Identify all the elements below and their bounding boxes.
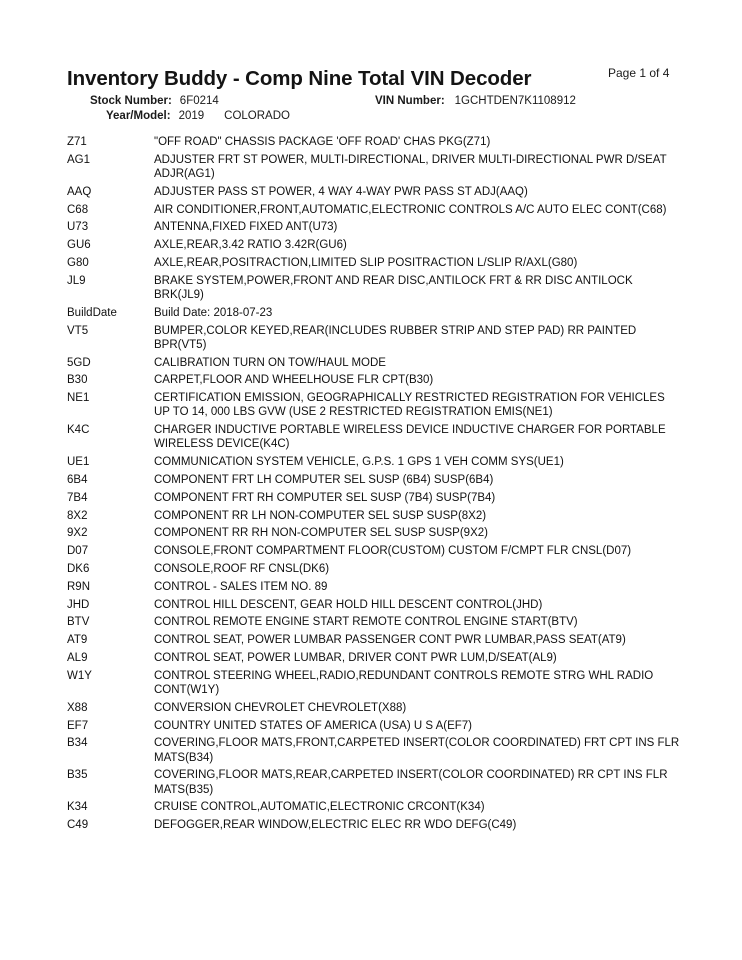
option-description: COVERING,FLOOR MATS,FRONT,CARPETED INSERT(COLOR COORDINATED) FRT CPT INS FLR MATS(B34) [154,737,680,764]
option-code: UE1 [67,456,90,469]
option-code: X88 [67,701,88,714]
option-description: COMPONENT RR RH NON-COMPUTER SEL SUSP SUSP(9X2) [154,527,488,540]
option-description: CONTROL STEERING WHEEL,RADIO,REDUNDANT CONTROLS REMOTE STRG WHL RADIO CONT(W1Y) [154,669,654,696]
option-row [0,373,742,391]
option-row [0,423,742,455]
option-description: CONTROL SEAT, POWER LUMBAR PASSENGER CONT PWR LUMBAR,PASS SEAT(AT9) [154,634,626,647]
vin-number-label: VIN Number: [375,95,445,107]
option-description: DEFOGGER,REAR WINDOW,ELECTRIC ELEC RR WDO DEFG(C49) [154,819,517,832]
option-description: CONVERSION CHEVROLET CHEVROLET(X88) [154,701,407,714]
option-description: CONTROL HILL DESCENT, GEAR HOLD HILL DESCENT CONTROL(JHD) [154,598,543,611]
option-row [0,238,742,256]
option-row [0,526,742,544]
option-description: COMPONENT FRT RH COMPUTER SEL SUSP (7B4) SUSP(7B4) [154,491,496,504]
option-description: COVERING,FLOOR MATS,REAR,CARPETED INSERT(COLOR COORDINATED) RR CPT INS FLR MATS(B35) [154,769,668,796]
option-description: ADJUSTER FRT ST POWER, MULTI-DIRECTIONAL, DRIVER MULTI-DIRECTIONAL PWR D/SEAT ADJR(AG1) [154,153,667,180]
option-code: U73 [67,221,89,234]
option-code: EF7 [67,719,89,732]
option-description: CONSOLE,FRONT COMPARTMENT FLOOR(CUSTOM) CUSTOM F/CMPT FLR CNSL(D07) [154,545,632,558]
option-row [0,491,742,509]
option-description: CALIBRATION TURN ON TOW/HAUL MODE [154,356,386,369]
option-code: 6B4 [67,473,88,486]
vin-number-value: 1GCHTDEN7K1108912 [454,95,576,107]
option-row [0,800,742,818]
option-code: 8X2 [67,509,88,522]
option-row [0,669,742,701]
model-value: COLORADO [224,110,290,122]
option-code-list [0,135,742,836]
option-code: W1Y [67,669,92,682]
option-row [0,651,742,669]
option-code: AL9 [67,651,88,664]
option-code: 9X2 [67,527,88,540]
option-code: K4C [67,424,90,437]
year-model-label: Year/Model: [106,110,171,122]
option-row [0,598,742,616]
year-model [106,110,290,122]
option-description: ADJUSTER PASS ST POWER, 4 WAY 4-WAY PWR PASS ST ADJ(AAQ) [154,185,528,198]
vin-number [375,95,576,107]
option-row [0,455,742,473]
option-code: JL9 [67,274,86,287]
stock-number-value: 6F0214 [179,95,219,107]
option-row [0,719,742,737]
option-row [0,580,742,598]
option-row [0,473,742,491]
option-description: CRUISE CONTROL,AUTOMATIC,ELECTRONIC CRCONT(K34) [154,801,485,814]
option-code: BuildDate [67,306,117,319]
option-row [0,135,742,153]
option-code: B30 [67,374,88,387]
option-code: B35 [67,769,88,782]
option-code: C49 [67,819,89,832]
option-description: BRAKE SYSTEM,POWER,FRONT AND REAR DISC,ANTILOCK FRT & RR DISC ANTILOCK BRK(JL9) [154,274,633,301]
option-code: BTV [67,616,90,629]
option-description: COMPONENT RR LH NON-COMPUTER SEL SUSP SUSP(8X2) [154,509,487,522]
option-row [0,391,742,423]
option-code: GU6 [67,239,91,252]
option-description: CERTIFICATION EMISSION, GEOGRAPHICALLY RESTRICTED REGISTRATION FOR VEHICLES UP TO 14, 000 LBS GVW (USE 2 RESTRICTED REGISTRATION EMIS(NE1) [154,392,665,419]
option-description: COMPONENT FRT LH COMPUTER SEL SUSP (6B4) SUSP(6B4) [154,473,494,486]
option-row [0,203,742,221]
option-row [0,562,742,580]
option-description: CONSOLE,ROOF RF CNSL(DK6) [154,562,330,575]
option-description: "OFF ROAD" CHASSIS PACKAGE 'OFF ROAD' CHAS PKG(Z71) [154,136,491,148]
page-title: Inventory Buddy - Comp Nine Total VIN Decoder [67,67,532,90]
option-code: DK6 [67,562,90,575]
option-row [0,256,742,274]
option-code: C68 [67,203,89,216]
option-code: AT9 [67,634,88,647]
option-description: AXLE,REAR,3.42 RATIO 3.42R(GU6) [154,239,347,252]
option-description: ANTENNA,FIXED FIXED ANT(U73) [154,221,338,234]
option-code: B34 [67,737,88,750]
option-row [0,356,742,374]
option-description: CONTROL REMOTE ENGINE START REMOTE CONTROL ENGINE START(BTV) [154,616,578,629]
option-code: G80 [67,256,89,269]
option-description: CONTROL - SALES ITEM NO. 89 [154,580,328,593]
option-description: CONTROL SEAT, POWER LUMBAR, DRIVER CONT PWR LUM,D/SEAT(AL9) [154,651,557,664]
option-description: CHARGER INDUCTIVE PORTABLE WIRELESS DEVICE INDUCTIVE CHARGER FOR PORTABLE WIRELESS DEVICE(K4C) [154,424,666,451]
option-row [0,633,742,651]
option-row [0,701,742,719]
option-row [0,185,742,203]
option-code: AG1 [67,153,91,166]
option-code: NE1 [67,392,90,405]
year-value: 2019 [178,110,205,122]
option-row [0,818,742,836]
option-row [0,544,742,562]
option-code: K34 [67,801,88,814]
option-row [0,306,742,324]
option-description: Build Date: 2018-07-23 [154,306,273,319]
option-row [0,324,742,356]
option-code: VT5 [67,324,89,337]
option-description: COMMUNICATION SYSTEM VEHICLE, G.P.S. 1 GPS 1 VEH COMM SYS(UE1) [154,456,564,469]
option-code: Z71 [67,136,87,148]
option-row [0,274,742,306]
page-number: Page 1 of 4 [608,66,670,80]
option-description: COUNTRY UNITED STATES OF AMERICA (USA) U S A(EF7) [154,719,472,732]
option-code: AAQ [67,185,92,198]
option-description: AIR CONDITIONER,FRONT,AUTOMATIC,ELECTRONIC CONTROLS A/C AUTO ELEC CONT(C68) [154,203,667,216]
option-row [0,615,742,633]
option-code: JHD [67,598,90,611]
stock-number-label: Stock Number: [90,95,172,107]
option-description: AXLE,REAR,POSITRACTION,LIMITED SLIP POSITRACTION L/SLIP R/AXL(G80) [154,256,578,269]
option-code: 5GD [67,356,91,369]
option-code: R9N [67,580,91,593]
option-code: 7B4 [67,491,88,504]
option-description: BUMPER,COLOR KEYED,REAR(INCLUDES RUBBER STRIP AND STEP PAD) RR PAINTED BPR(VT5) [154,324,637,351]
option-row [0,153,742,185]
option-row [0,768,742,800]
option-row [0,509,742,527]
option-description: CARPET,FLOOR AND WHEELHOUSE FLR CPT(B30) [154,374,434,387]
option-row [0,736,742,768]
stock-number [90,95,219,107]
option-row [0,220,742,238]
option-code: D07 [67,545,89,558]
